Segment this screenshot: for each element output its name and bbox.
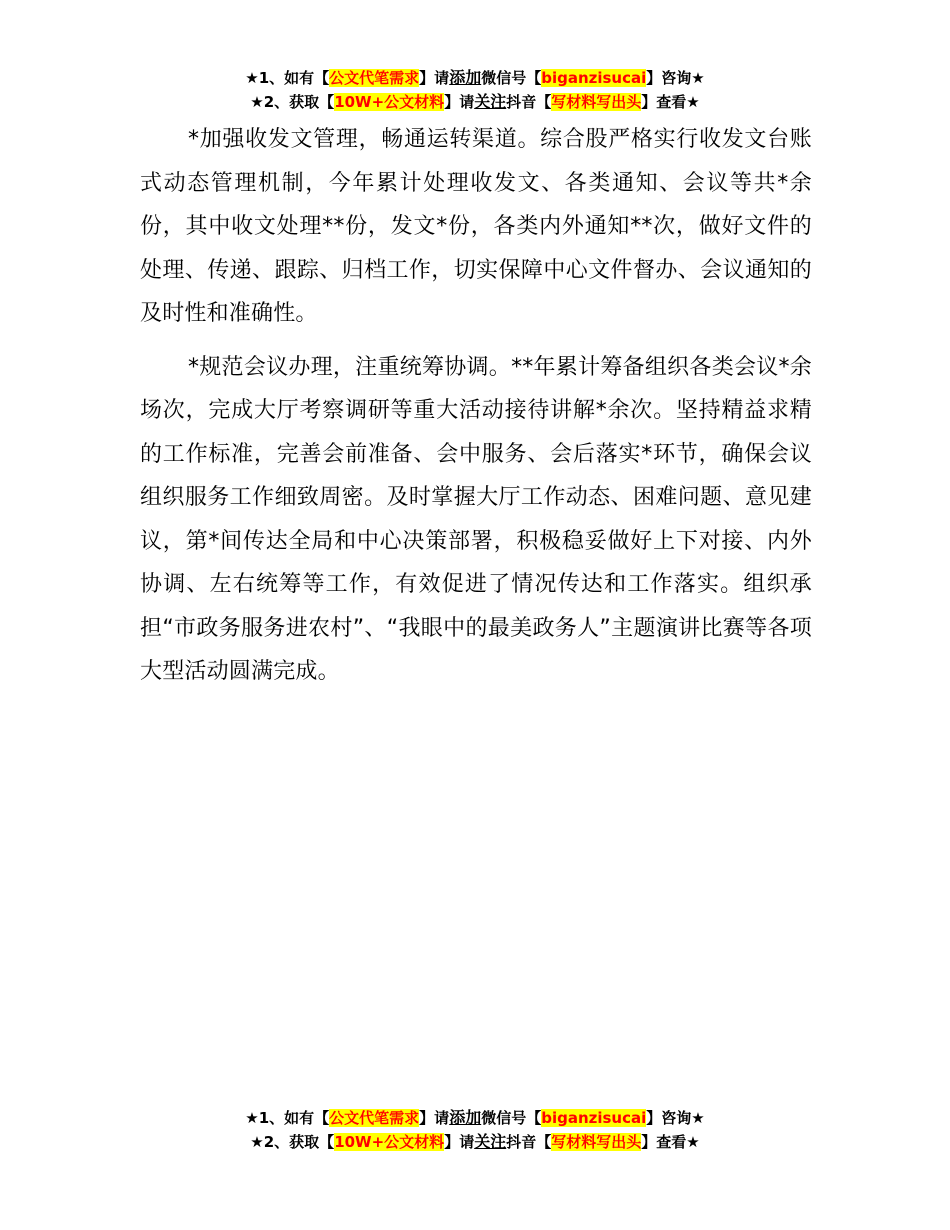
banner-underlined: 关注 (474, 1132, 507, 1151)
banner-line-2 (0, 1130, 950, 1154)
banner-line-1 (0, 1106, 950, 1130)
banner-text: 微信号【 (481, 1109, 542, 1127)
banner-text: 】查看★ (641, 1133, 700, 1151)
banner-highlight: 10W+公文材料 (334, 93, 445, 111)
banner-highlight: 10W+公文材料 (334, 1133, 445, 1151)
banner-text: 抖音【 (506, 1133, 552, 1151)
banner-text: ★2、获取【 (250, 93, 335, 111)
banner-text: ★1、如有【 (245, 69, 330, 87)
banner-highlight: biganzisucai (541, 69, 647, 87)
banner-text: 微信号【 (481, 69, 542, 87)
banner-text: 】请 (444, 1133, 475, 1151)
document-body (140, 118, 812, 694)
paragraph-2: *规范会议办理，注重统筹协调。**年累计筹备组织各类会议*余场次，完成大厅考察调研等重大活动接待讲解*余次。坚持精益求精的工作标准，完善会前准备、会中服务、会后落实*环节，确保会议组织服务工作细致周密。及时掌握大厅工作动态、困难问题、意见建议，第*间传达全局和中心决策部署，积极稳妥做好上下对接、内外协调、左右统筹等工作，有效促进了情况传达和工作落实。组织承担“市政务服务进农村”、“我眼中的最美政务人”主题演讲比赛等各项大型活动圆满完成。 (140, 354, 812, 684)
banner-text: 抖音【 (506, 93, 552, 111)
header-banner (0, 66, 950, 114)
banner-highlight: biganzisucai (541, 1109, 647, 1127)
banner-highlight: 写材料写出头 (551, 1133, 642, 1151)
banner-underlined: 添加 (449, 1108, 482, 1127)
banner-underlined: 添加 (449, 68, 482, 87)
banner-text: ★1、如有【 (245, 1109, 330, 1127)
banner-text: 】请 (444, 93, 475, 111)
banner-highlight: 写材料写出头 (551, 93, 642, 111)
banner-text: 】咨询★ (646, 69, 705, 87)
banner-text: 】查看★ (641, 93, 700, 111)
paragraph-1: *加强收发文管理，畅通运转渠道。综合股严格实行收发文台账式动态管理机制，今年累计处理收发文、各类通知、会议等共*余份，其中收文处理**份，发文*份，各类内外通知**次，做好文件的处理、传递、跟踪、归档工作，切实保障中心文件督办、会议通知的及时性和准确性。 (140, 127, 812, 326)
banner-text: 】咨询★ (646, 1109, 705, 1127)
banner-underlined: 关注 (474, 92, 507, 111)
banner-highlight: 公文代笔需求 (329, 69, 420, 87)
footer-banner (0, 1106, 950, 1154)
banner-line-2 (0, 90, 950, 114)
banner-highlight: 公文代笔需求 (329, 1109, 420, 1127)
banner-line-1 (0, 66, 950, 90)
banner-text: ★2、获取【 (250, 1133, 335, 1151)
banner-text: 】请 (419, 69, 450, 87)
banner-text: 】请 (419, 1109, 450, 1127)
